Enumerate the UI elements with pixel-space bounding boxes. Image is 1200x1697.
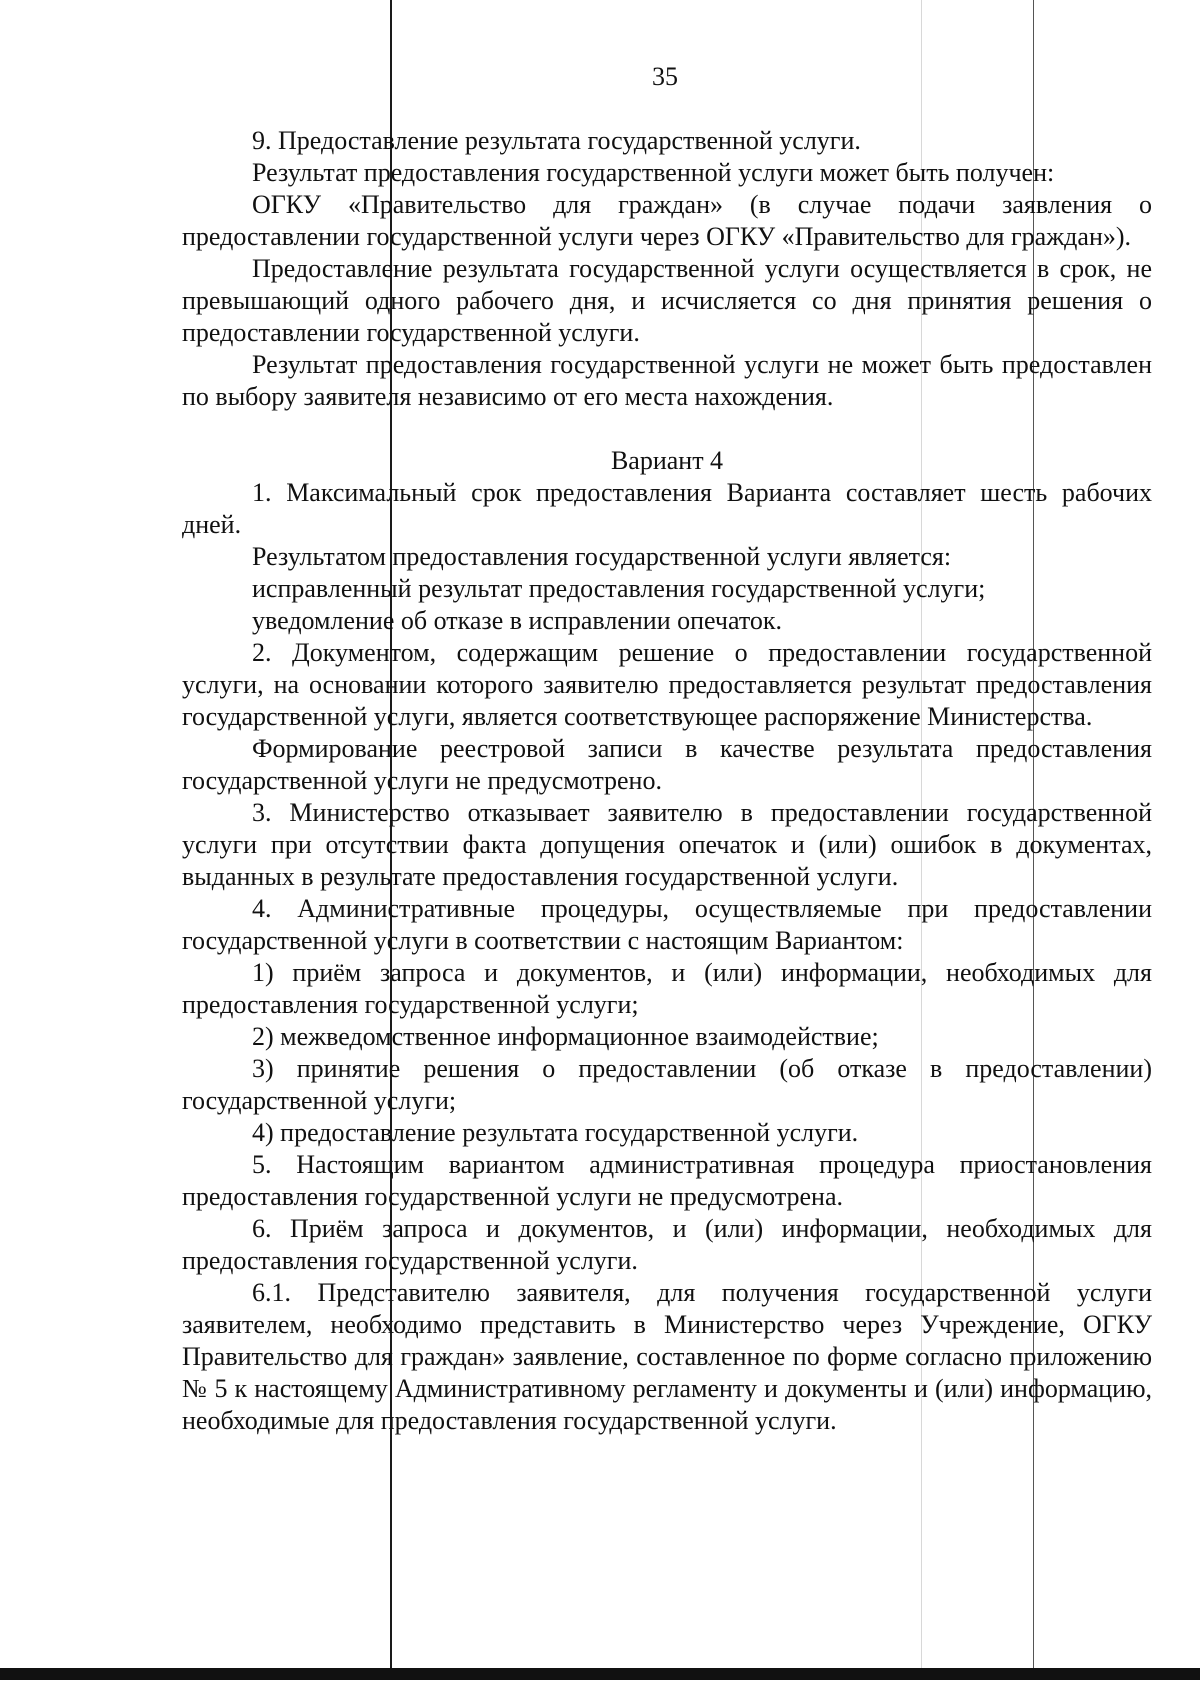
paragraph: Предоставление результата государственной услуги осуществляется в срок, не превышающий одного рабочего дня, и исчисляется со дня принятия решения о предоставлении государственной услуги. — [182, 254, 1152, 347]
list-item: 2) межведомственное информационное взаимодействие; — [252, 1022, 879, 1051]
paragraph: Результат предоставления государственной услуги не может быть предоставлен по выбору заявителя независимо от его места нахождения. — [182, 350, 1152, 411]
paragraph: ОГКУ «Правительство для граждан» (в случае подачи заявления о предоставлении государственной услуги через ОГКУ «Правительство для граждан»). — [182, 190, 1152, 251]
section-heading: Вариант 4 — [610, 446, 724, 475]
list-item: 4) предоставление результата государственной услуги. — [252, 1118, 859, 1147]
document-body — [182, 125, 1152, 1437]
paragraph: Результатом предоставления государственной услуги является: — [252, 542, 952, 571]
scan-border — [0, 1668, 1200, 1680]
paragraph: 5. Настоящим вариантом административная процедура приостановления предоставления государственной услуги не предусмотрена. — [182, 1150, 1152, 1211]
paragraph: Формирование реестровой записи в качестве результата предоставления государственной услуги не предусмотрено. — [182, 734, 1152, 795]
paragraph: уведомление об отказе в исправлении опечаток. — [252, 606, 783, 635]
list-item: 1) приём запроса и документов, и (или) информации, необходимых для предоставления государственной услуги; — [182, 958, 1152, 1019]
paragraph: 9. Предоставление результата государственной услуги. — [252, 126, 861, 155]
paragraph: 1. Максимальный срок предоставления Варианта составляет шесть рабочих дней. — [182, 478, 1152, 539]
paragraph: исправленный результат предоставления государственной услуги; — [252, 574, 986, 603]
paragraph: 4. Административные процедуры, осуществляемые при предоставлении государственной услуги в соответствии с настоящим Вариантом: — [182, 894, 1152, 955]
paragraph: 6.1. Представителю заявителя, для получения государственной услуги заявителем, необходимо представить в Министерство через Учреждение, ОГКУ Правительство для граждан» заявление, составленное по форме согласно приложению № 5 к настоящему Административному регламенту и документы и (или) информацию, необходимые для предоставления государственной услуги. — [182, 1278, 1152, 1435]
paragraph: 6. Приём запроса и документов, и (или) информации, необходимых для предоставления государственной услуги. — [182, 1214, 1152, 1275]
page-number: 35 — [652, 62, 678, 91]
list-item: 3) принятие решения о предоставлении (об отказе в предоставлении) государственной услуги; — [182, 1054, 1152, 1115]
paragraph: Результат предоставления государственной услуги может быть получен: — [252, 158, 1055, 187]
paragraph: 3. Министерство отказывает заявителю в предоставлении государственной услуги при отсутствии факта допущения опечаток и (или) ошибок в документах, выданных в результате предоставления государственной услуги. — [182, 798, 1152, 891]
paragraph: 2. Документом, содержащим решение о предоставлении государственной услуги, на основании которого заявителю предоставляется результат предоставления государственной услуги, является соответствующее распоряжение Министерства. — [182, 638, 1152, 731]
